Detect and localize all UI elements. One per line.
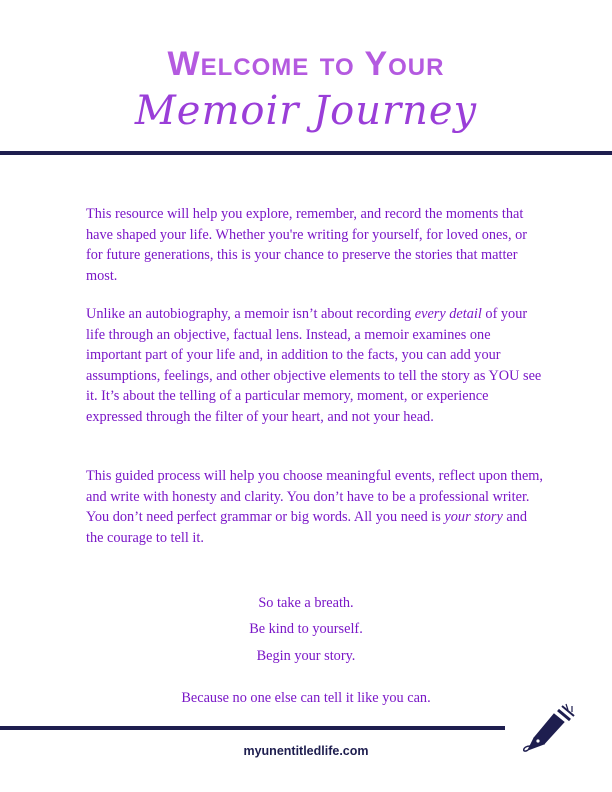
bottom-divider [0,726,505,730]
footer-website-link[interactable]: myunentitledlife.com [243,744,369,758]
closing-line-breath: So take a breath. [258,595,354,611]
paragraph-text: This guided process will help you choose meaningful events, reflect upon them, and write with honesty and clarity. You don’t have to be a professional writer. You don’t need perfect grammar or big words. All you need is [86,468,543,525]
guided-process-paragraph [86,466,546,548]
emphasis-every-detail: every detail [414,306,482,322]
paragraph-text: of your life through an objective, factual lens. Instead, a memoir examines one important part of your life and, in addition to the facts, you can add your assumptions, feelings, and other objective elements to tell the story as YOU see it. It’s about the telling of a particular memory, moment, or experience expressed through the filter of your heart, and not your head. [86,306,542,425]
paragraph-text: Unlike an autobiography, a memoir isn’t about recording [86,306,415,322]
intro-paragraph: This resource will help you explore, remember, and record the moments that have shaped your life. Whether you're writing for yourself, for loved ones, or for future generations, this is your chance to preserve the stories that matter most. [86,206,528,284]
top-divider [0,151,612,155]
paragraph-text: and the courage to tell it. [86,509,528,546]
title-memoir-journey: Memoir Journey [134,88,478,134]
emphasis-your-story: your story [444,509,503,525]
closing-line-begin: Begin your story. [256,648,356,664]
memoir-definition-paragraph [86,304,546,427]
closing-line-because: Because no one else can tell it like you can. [181,690,431,706]
closing-line-kind: Be kind to yourself. [249,621,363,637]
title-welcome: Welcome to Your [167,45,445,83]
